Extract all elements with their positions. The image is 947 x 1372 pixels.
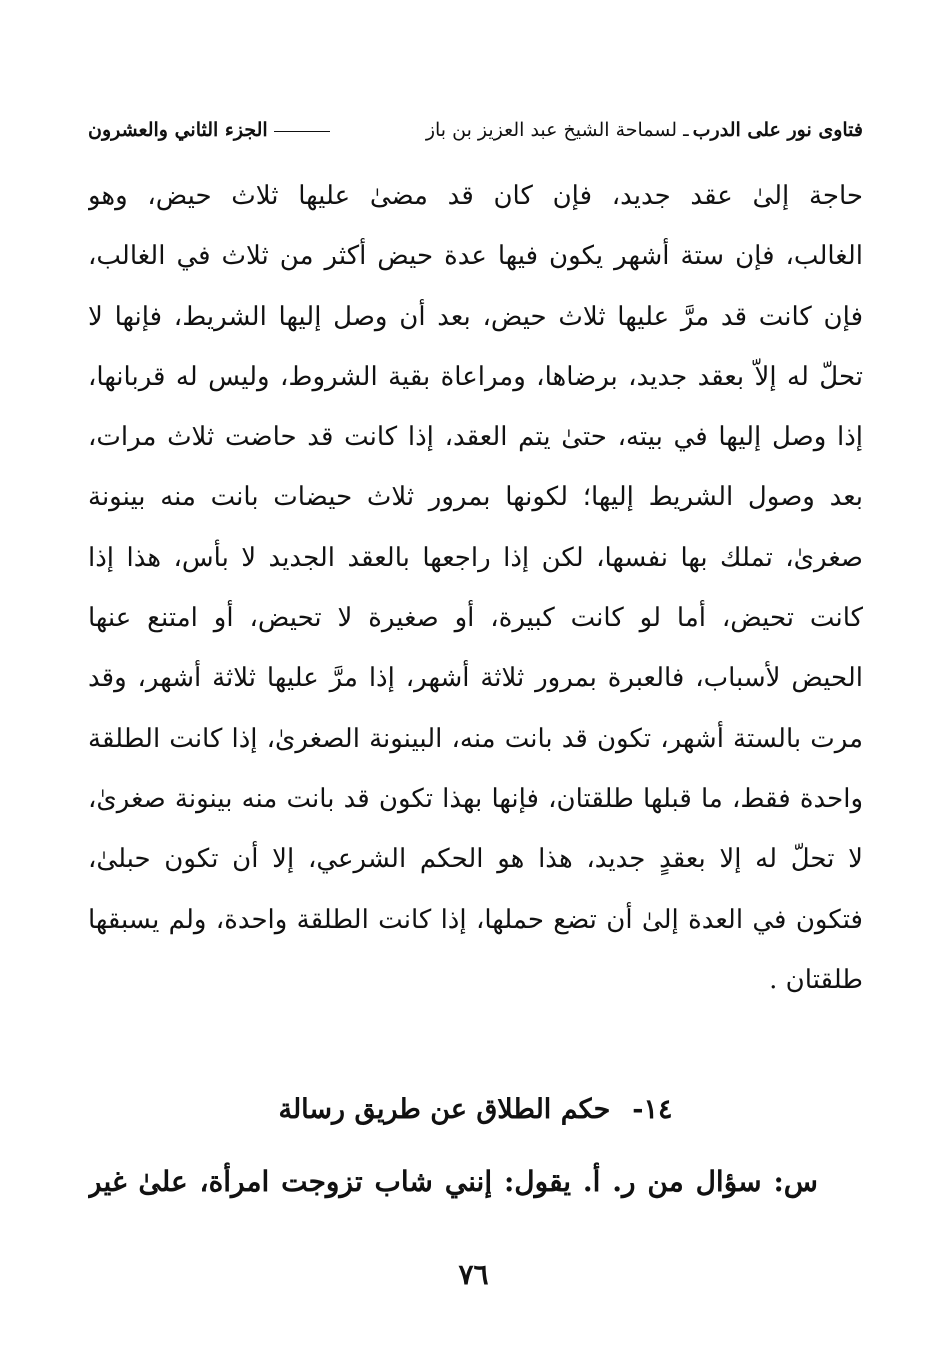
body-line: لا تحلّ له إلا بعقدٍ جديد، هذا هو الحكم الشرعي، إلا أن تكون حبلىٰ، — [88, 844, 863, 875]
body-line: صغرىٰ، تملك بها نفسها، لكن إذا راجعها بالعقد الجديد لا بأس، هذا إذا — [88, 542, 863, 573]
section-title: حكم الطلاق عن طريق رسالة — [278, 1094, 611, 1125]
header-volume-group — [88, 119, 336, 141]
book-title: فتاوى نور على الدرب — [692, 119, 863, 141]
header-rule — [274, 131, 330, 132]
question-text: س: سؤال من ر. أ. يقول: إنني شاب تزوجت امرأة، علىٰ غير — [88, 1165, 818, 1198]
body-line: مرت بالستة أشهر، تكون قد بانت منه، البينونة الصغرىٰ، إذا كانت الطلقة — [88, 723, 863, 754]
volume-label: الجزء الثاني والعشرون — [88, 119, 268, 141]
running-header — [88, 112, 863, 148]
section-number: ١٤- — [632, 1094, 673, 1125]
body-text — [88, 166, 863, 1010]
body-line: فإن كانت قد مرَّ عليها ثلاث حيض، بعد أن وصل إليها الشريط، فإنها لا — [88, 301, 863, 332]
body-line: حاجة إلىٰ عقد جديد، فإن كان قد مضىٰ عليها ثلاث حيض، وهو — [88, 181, 863, 211]
header-book-info — [426, 119, 863, 141]
author-line: ـ لسماحة الشيخ عبد العزيز بن باز — [425, 119, 689, 141]
body-line: تحلّ له إلاّ بعقد جديد، برضاها، ومراعاة بقية الشروط، وليس له قربانها، — [88, 361, 863, 392]
body-line: كانت تحيض، أما لو كانت كبيرة، أو صغيرة لا تحيض، أو امتنع عنها — [88, 603, 863, 634]
body-line: واحدة فقط، ما قبلها طلقتان، فإنها بهذا تكون قد بانت منه بينونة صغرىٰ، — [88, 783, 863, 814]
body-line: طلقتان . — [769, 964, 863, 995]
body-line: الحيض لأسباب، فالعبرة بمرور ثلاثة أشهر، إذا مرَّ عليها ثلاثة أشهر، وقد — [88, 663, 863, 694]
body-line: فتكون في العدة إلىٰ أن تضع حملها، إذا كانت الطلقة واحدة، ولم يسبقها — [88, 904, 863, 935]
body-line: بعد وصول الشريط إليها؛ لكونها بمرور ثلاث حيضات بانت منه بينونة — [88, 482, 863, 513]
body-line: الغالب، فإن ستة أشهر يكون فيها عدة حيض أكثر من ثلاث في الغالب، — [88, 241, 863, 272]
body-line: إذا وصل إليها في بيته، حتىٰ يتم العقد، إذا كانت قد حاضت ثلاث مرات، — [88, 422, 863, 453]
page-number: ٧٦ — [458, 1258, 489, 1291]
section-heading — [88, 1080, 863, 1140]
